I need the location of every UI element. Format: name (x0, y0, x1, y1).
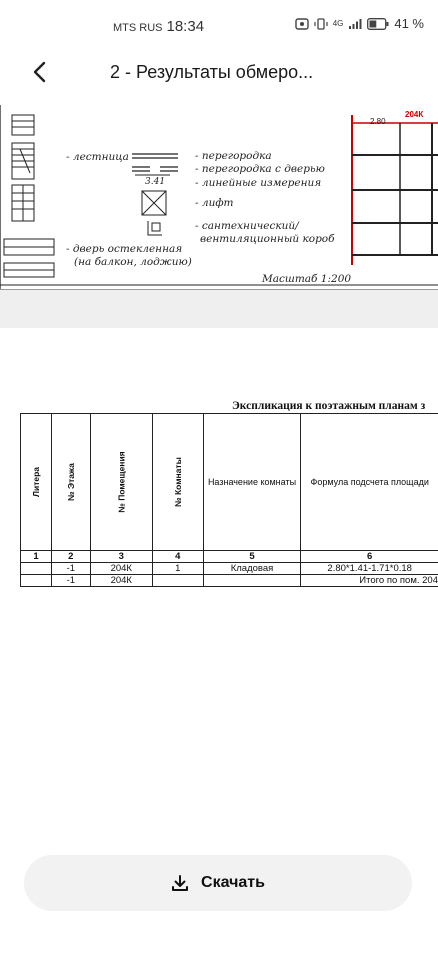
header-formula: Формула подсчета площади (301, 414, 438, 551)
document-page-explication[interactable] (0, 328, 438, 748)
cell-formula: Итого по пом. 204 (301, 575, 438, 587)
explication-table (20, 413, 438, 587)
legend-stairs: - лестница (66, 151, 129, 163)
plan-dimension: 2.80 (370, 117, 386, 126)
legend-partition: - перегородка (195, 150, 272, 162)
legend-shaft-line2: вентиляционный короб (200, 233, 335, 245)
network-type: 4G (332, 19, 344, 28)
col-number: 1 (21, 551, 52, 563)
header-room: № Комнаты (152, 414, 203, 551)
legend-dimension: - линейные измерения (195, 177, 322, 189)
cell-formula: 2.80*1.41-1.71*0.18 (301, 563, 438, 575)
legend-dimension-value: 3.41 (145, 177, 166, 187)
col-number: 6 (301, 551, 438, 563)
cell-floor: -1 (52, 563, 91, 575)
status-bar (0, 0, 438, 50)
vibrate-icon (314, 18, 328, 30)
table-row (21, 563, 438, 575)
cell-purpose: Кладовая (203, 563, 301, 575)
table-header-row (21, 414, 438, 551)
carrier-name: MTS RUS (113, 22, 163, 34)
cell-purpose (203, 575, 301, 587)
cell-premise: 204К (90, 575, 152, 587)
header-premise: № Помещения (90, 414, 152, 551)
table-column-numbers (21, 551, 438, 563)
plan-scale: Масштаб 1:200 (262, 273, 352, 285)
page-separator (0, 290, 438, 328)
col-number: 2 (52, 551, 91, 563)
legend-shaft-line1: - сантехнический/ (195, 220, 299, 232)
cell-premise: 204К (90, 563, 152, 575)
status-left (113, 18, 204, 35)
header-purpose: Назначение комнаты (203, 414, 301, 551)
signal-icon (348, 18, 362, 30)
battery-level: 41 % (394, 16, 424, 31)
col-number: 3 (90, 551, 152, 563)
app-notification-icon (295, 18, 309, 30)
document-page-floor-plan[interactable] (0, 105, 438, 290)
back-button[interactable] (24, 56, 56, 88)
header-floor: № Этажа (52, 414, 91, 551)
header-litera: Литера (21, 414, 52, 551)
cell-litera (21, 575, 52, 587)
cell-room (152, 575, 203, 587)
legend-glass-door-line1: - дверь остекленная (66, 243, 183, 255)
document-title: 2 - Результаты обмеро... (110, 62, 314, 82)
col-number: 4 (152, 551, 203, 563)
legend-partition-door: - перегородка с дверью (195, 163, 325, 175)
download-icon (171, 874, 189, 892)
status-right (295, 16, 424, 31)
download-button[interactable] (24, 855, 412, 911)
cell-floor: -1 (52, 575, 91, 587)
col-number: 5 (203, 551, 301, 563)
explication-title: Экспликация к поэтажным планам з (232, 400, 426, 412)
cell-room: 1 (152, 563, 203, 575)
download-label: Скачать (201, 874, 265, 891)
chevron-left-icon (32, 61, 48, 83)
bottom-action-area (0, 748, 438, 960)
legend-lift: - лифт (195, 197, 234, 209)
table-row (21, 575, 438, 587)
plan-room-label: 204К (405, 110, 424, 119)
cell-litera (21, 563, 52, 575)
clock: 18:34 (166, 18, 205, 35)
legend-glass-door-line2: (на балкон, лоджию) (74, 256, 192, 268)
app-header (0, 50, 438, 100)
battery-icon (367, 18, 389, 30)
